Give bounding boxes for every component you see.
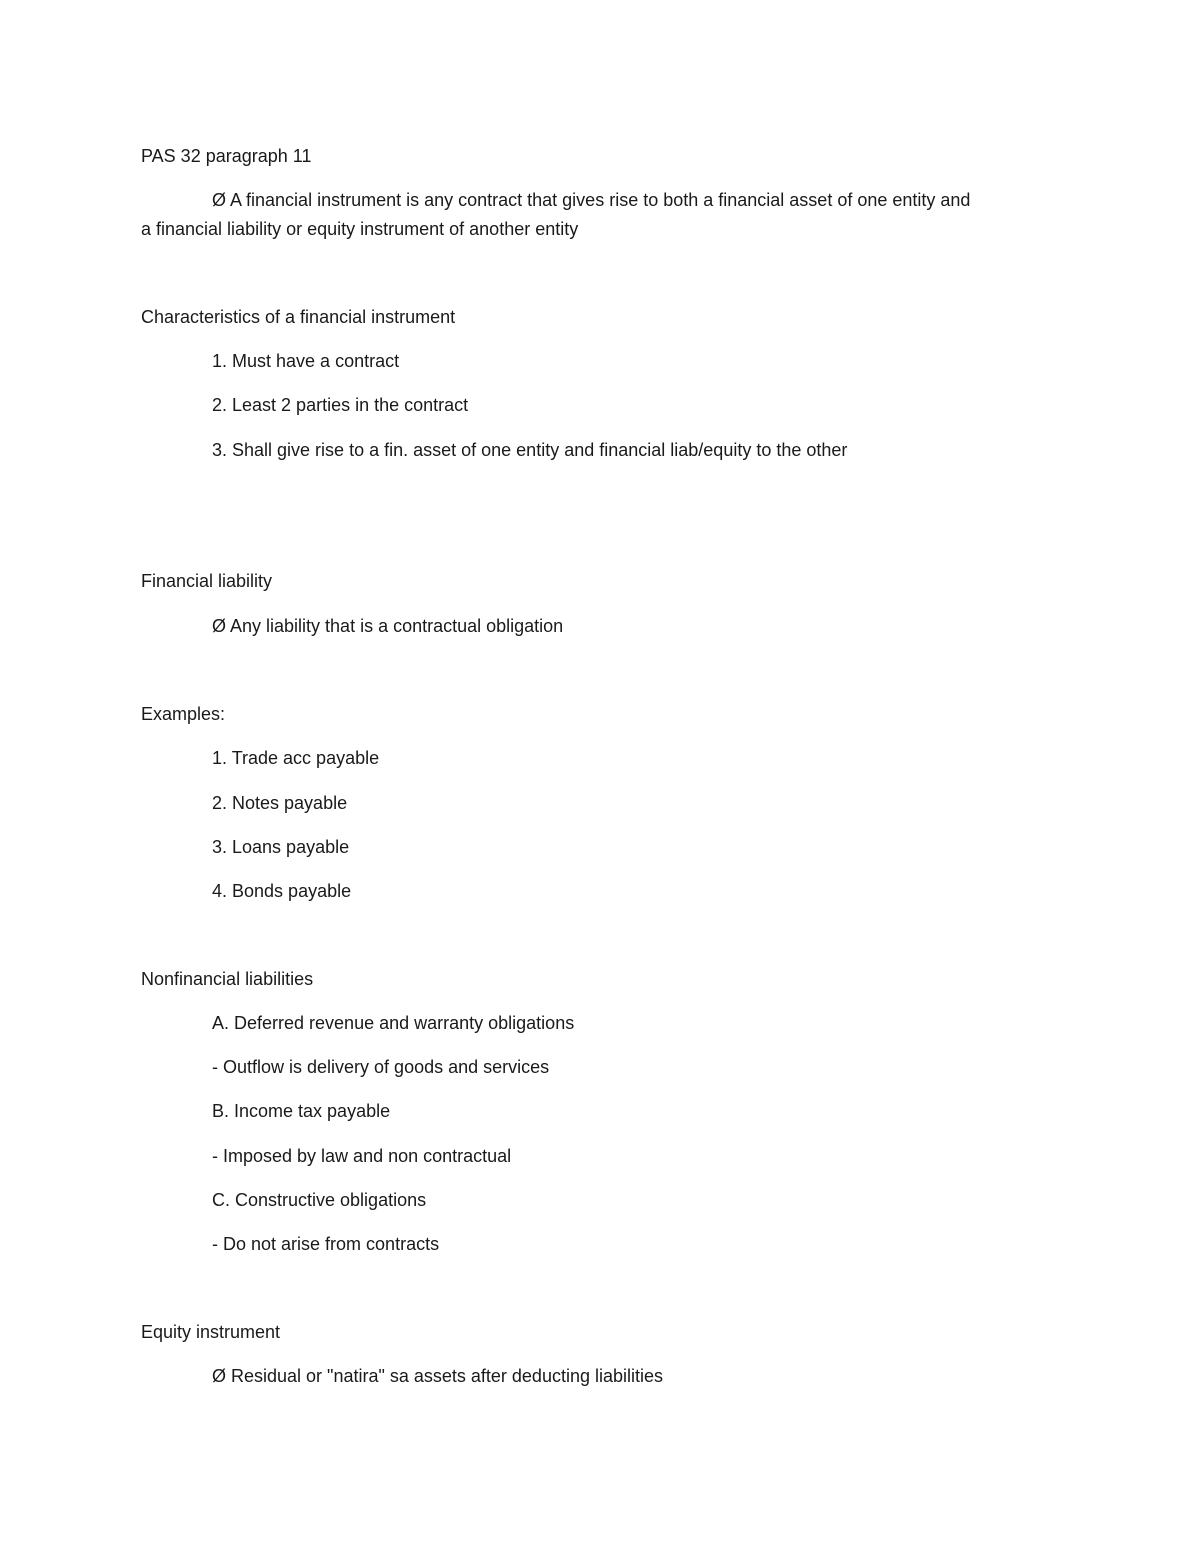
equity-instrument-definition: Ø Residual or "natira" sa assets after deducting liabilities — [212, 1366, 664, 1386]
list-item: - Imposed by law and non contractual — [212, 1146, 512, 1166]
list-item: 3. Loans payable — [212, 837, 350, 857]
examples-heading: Examples: — [141, 704, 226, 724]
list-item: 1. Trade acc payable — [212, 748, 380, 768]
list-item: 4. Bonds payable — [212, 881, 352, 901]
pas32-definition-line2: a financial liability or equity instrument of another entity — [141, 219, 579, 239]
nonfinancial-liabilities-heading: Nonfinancial liabilities — [141, 969, 314, 989]
list-item: 2. Notes payable — [212, 793, 348, 813]
list-item: - Do not arise from contracts — [212, 1234, 440, 1254]
list-item: B. Income tax payable — [212, 1101, 391, 1121]
financial-liability-heading: Financial liability — [141, 571, 273, 591]
list-item: 3. Shall give rise to a fin. asset of one entity and financial liab/equity to the other — [212, 440, 848, 460]
equity-instrument-heading: Equity instrument — [141, 1322, 281, 1342]
list-item: 1. Must have a contract — [212, 351, 400, 371]
list-item: - Outflow is delivery of goods and services — [212, 1057, 550, 1077]
pas32-definition-line1: Ø A financial instrument is any contract that gives rise to both a financial asset of one entity and — [212, 190, 971, 210]
characteristics-heading: Characteristics of a financial instrument — [141, 307, 456, 327]
list-item: 2. Least 2 parties in the contract — [212, 395, 469, 415]
list-item: A. Deferred revenue and warranty obligations — [212, 1013, 575, 1033]
pas32-heading: PAS 32 paragraph 11 — [141, 146, 312, 166]
financial-liability-definition: Ø Any liability that is a contractual obligation — [212, 616, 564, 636]
list-item: C. Constructive obligations — [212, 1190, 427, 1210]
